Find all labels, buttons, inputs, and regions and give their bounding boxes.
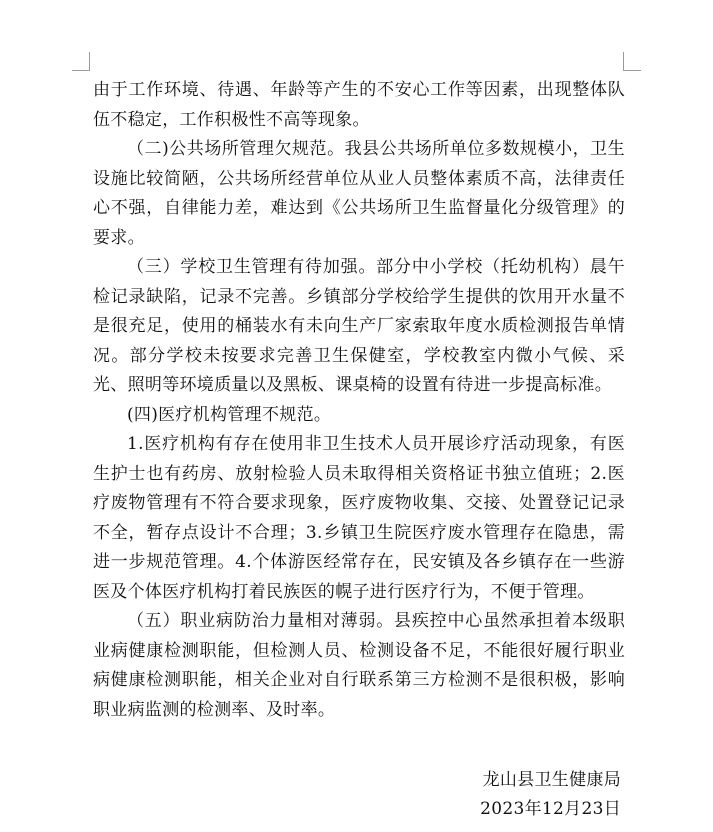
paragraph-public-places: （二)公共场所管理欠规范。我县公共场所单位多数规模小，卫生设施比较简陋，公共场所经营单位从业人员整体素质不高，法律责任心不强，自律能力差，难达到《公共场所卫生监督量化分级管理》的要求。: [93, 139, 625, 248]
crop-mark-top-right: [623, 70, 641, 71]
paragraph-continuation: 由于工作环境、待遇、年龄等产生的不安心工作等因素，出现整体队伍不稳定，工作积极性不高等现象。: [93, 80, 625, 130]
crop-mark-top-right: [623, 52, 624, 71]
crop-mark-top-left: [72, 70, 90, 71]
paragraph-occupational-disease: （五）职业病防治力量相对薄弱。县疾控中心虽然承担着本级职业病健康检测职能，但检测人员、检测设备不足，不能很好履行职业病健康检测职能，相关企业对自行联系第三方检测不是很积极，影响职业病监测的检测率、及时率。: [93, 611, 625, 720]
signature-date: 2023年12月23日: [480, 799, 621, 819]
paragraph-school-health: （三）学校卫生管理有待加强。部分中小学校（托幼机构）晨午检记录缺陷，记录不完善。乡镇部分学校给学生提供的饮用开水量不是很充足，使用的桶装水有未向生产厂家索取年度水质检测报告单情况。部分学校未按要求完善卫生保健室，学校教室内微小气候、采光、照明等环境质量以及黑板、课桌椅的设置有待进一步提高标准。: [93, 257, 625, 395]
crop-mark-top-left: [89, 52, 90, 71]
document-body: [93, 76, 625, 725]
paragraph-medical-heading: (四)医疗机构管理不规范。: [127, 404, 332, 425]
paragraph-medical-details: 1.医疗机构有存在使用非卫生技术人员开展诊疗活动现象，有医生护士也有药房、放射检验人员未取得相关资格证书独立值班；2.医疗废物管理有不符合要求现象，医疗废物收集、交接、处置登记记录不全，暂存点设计不合理；3.乡镇卫生院医疗废水管理存在隐患，需进一步规范管理。4.个体游医经常存在，民安镇及各乡镇存在一些游医及个体医疗机构打着民族医的幌子进行医疗行为，不便于管理。: [93, 434, 625, 602]
signature-organization: 龙山县卫生健康局: [482, 770, 621, 790]
